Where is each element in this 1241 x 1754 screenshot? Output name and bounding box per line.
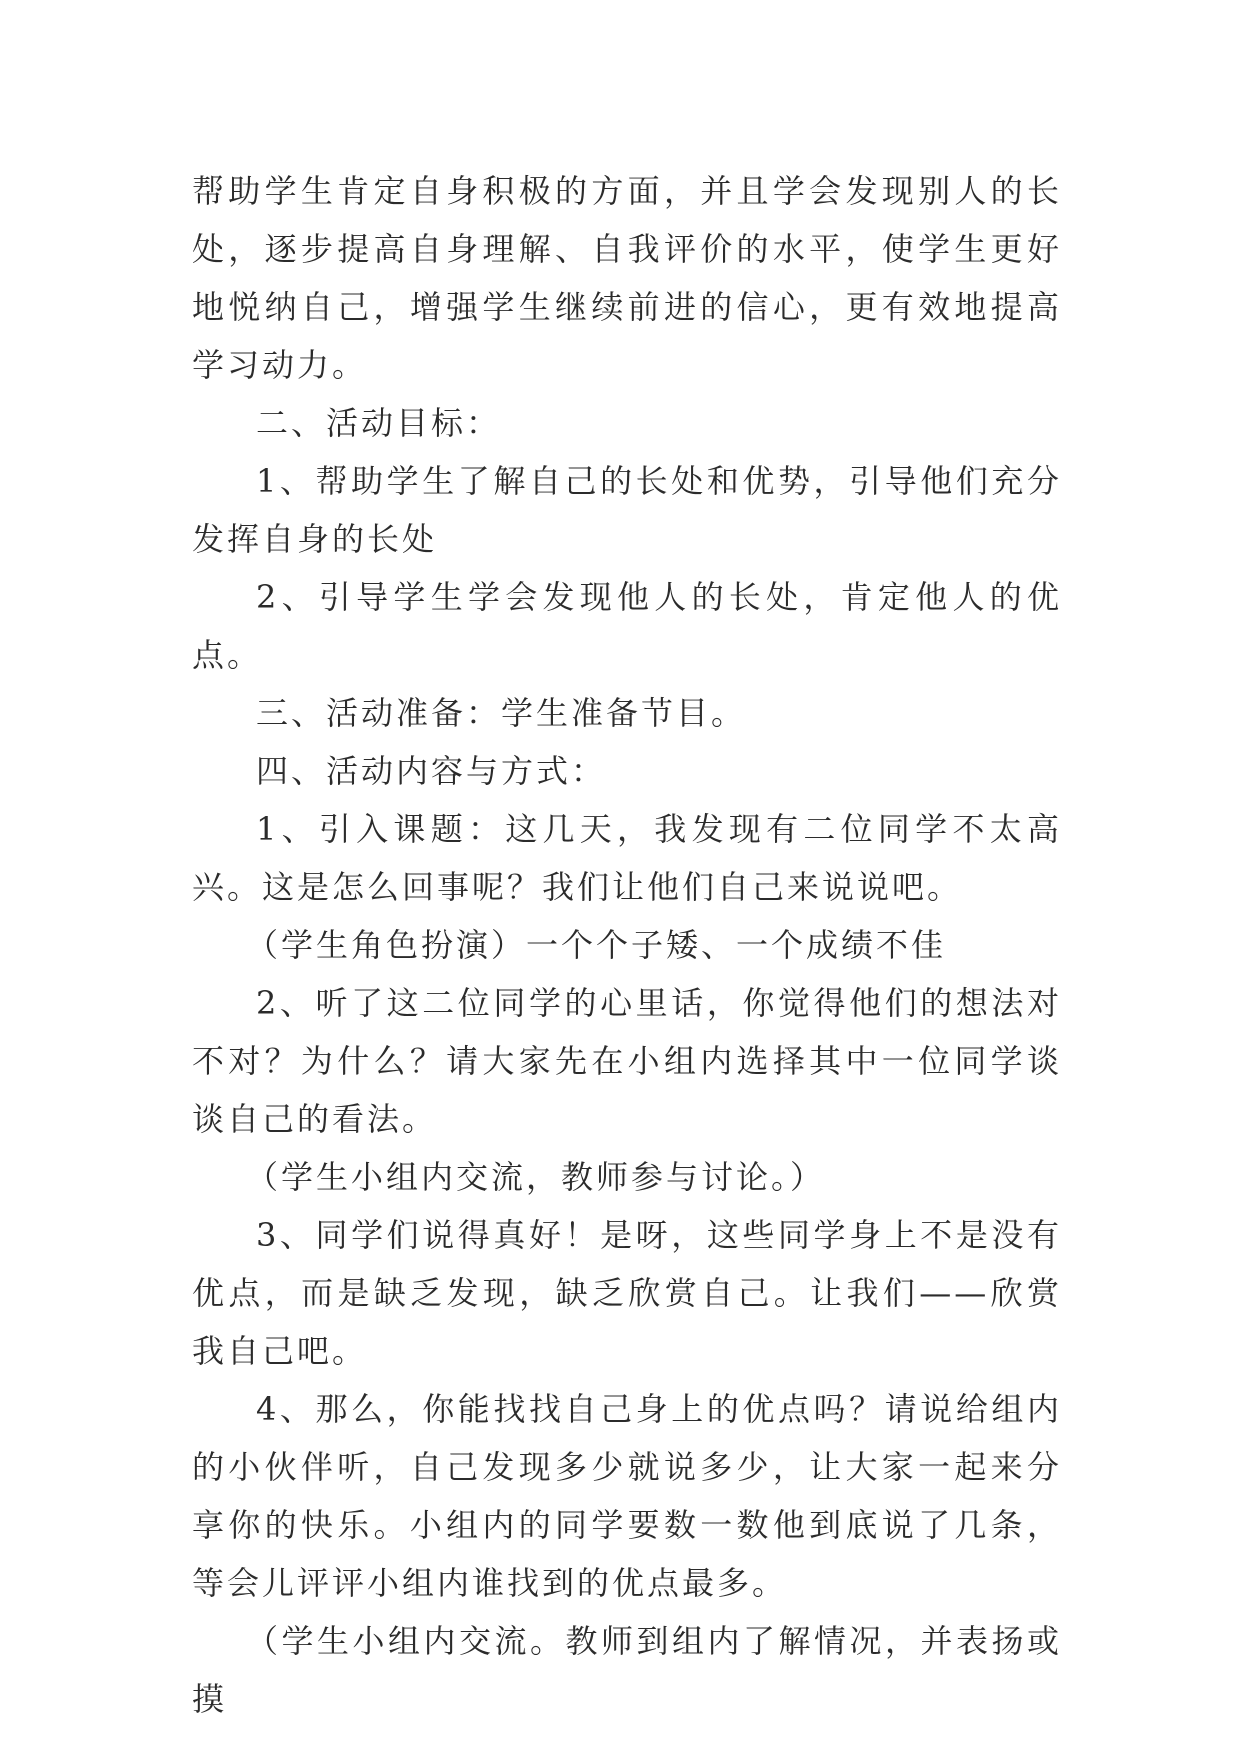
goal-item-2: 2、引导学生学会发现他人的长处，肯定他人的优点。 xyxy=(192,578,1062,674)
paragraph-intro: 帮助学生肯定自身积极的方面，并且学会发现别人的长处，逐步提高自身理解、自我评价的水平，使学生更好地悦纳自己，增强学生继续前进的信心，更有效地提高学习动力。 xyxy=(192,172,1062,384)
content-step-3: 3、同学们说得真好！是呀，这些同学身上不是没有优点，而是缺乏发现，缺乏欣赏自己。让我们——欣赏我自己吧。 xyxy=(192,1216,1062,1370)
heading-activity-preparation: 三、活动准备：学生准备节目。 xyxy=(256,694,747,732)
goal-item-1: 1、帮助学生了解自己的长处和优势，引导他们充分发挥自身的长处 xyxy=(192,462,1062,558)
heading-activity-content: 四、活动内容与方式： xyxy=(256,752,607,790)
note-group-exchange: （学生小组内交流。教师到组内了解情况，并表扬或摸 xyxy=(192,1622,1062,1718)
document-body xyxy=(192,162,1062,1728)
content-step-2: 2、听了这二位同学的心里话，你觉得他们的想法对不对？为什么？请大家先在小组内选择其中一位同学谈谈自己的看法。 xyxy=(192,984,1062,1138)
heading-activity-goals: 二、活动目标： xyxy=(256,404,502,442)
note-role-play: （学生角色扮演）一个个子矮、一个成绩不佳 xyxy=(246,926,947,964)
content-step-1: 1、引入课题：这几天，我发现有二位同学不太高兴。这是怎么回事呢？我们让他们自己来说说吧。 xyxy=(192,810,1062,906)
content-step-4: 4、那么，你能找找自己身上的优点吗？请说给组内的小伙伴听，自己发现多少就说多少，让大家一起来分享你的快乐。小组内的同学要数一数他到底说了几条，等会儿评评小组内谁找到的优点最多。 xyxy=(192,1390,1062,1602)
note-group-discussion: （学生小组内交流，教师参与讨论。） xyxy=(246,1158,826,1196)
